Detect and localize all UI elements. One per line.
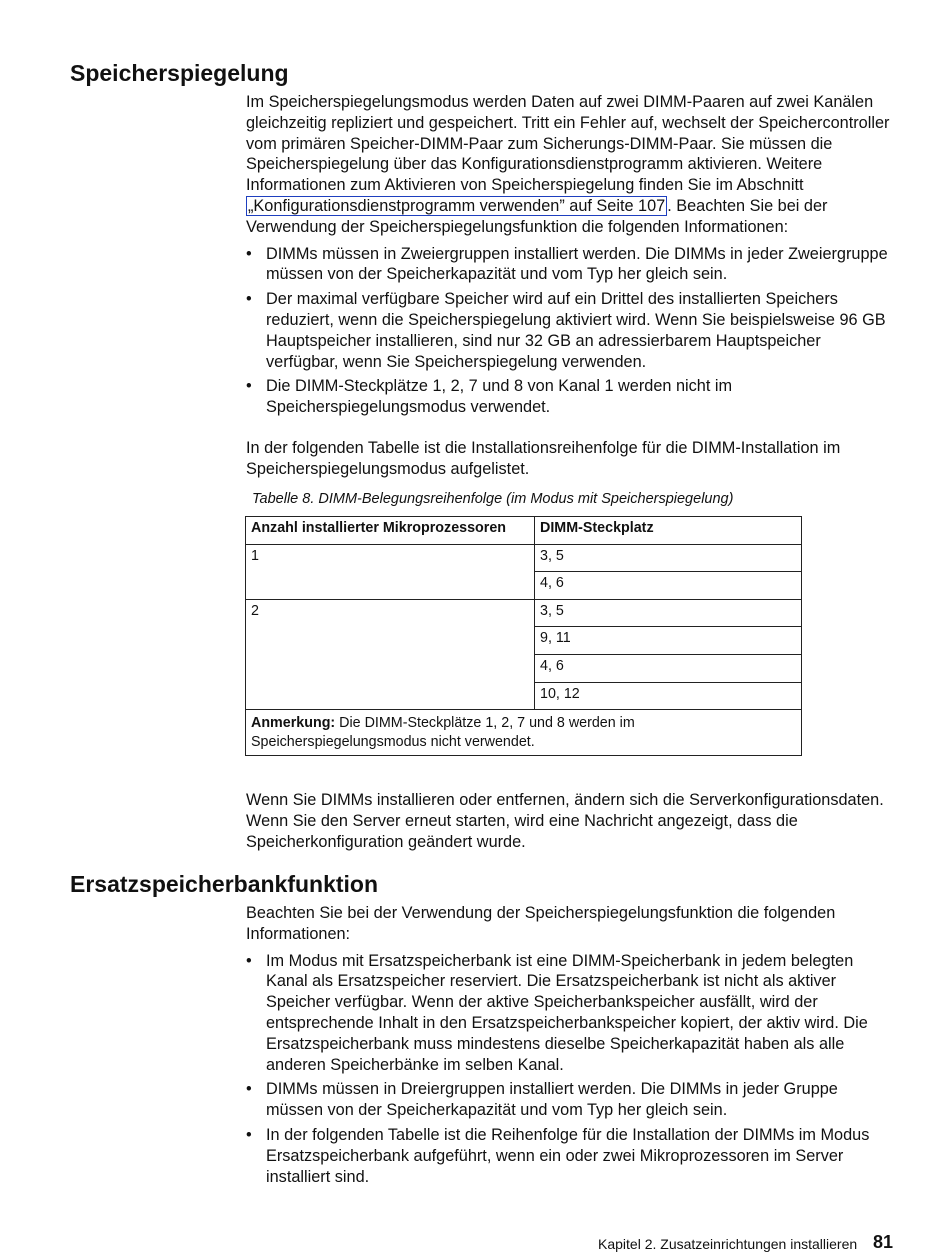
processor-count-cell: 2 [246, 599, 535, 709]
sparing-bullet-list [246, 951, 896, 1188]
footer-chapter: Kapitel 2. Zusatzeinrichtungen installieren [598, 1236, 858, 1252]
slot-cell: 4, 6 [535, 572, 802, 600]
section-title-ersatzspeicherbank: Ersatzspeicherbankfunktion [70, 871, 379, 897]
processor-count-cell: 1 [246, 544, 535, 599]
list-item: • Der maximal verfügbare Speicher wird auf ein Drittel des installierten Speichers reduziert, wenn die Speicherspiegelung aktiviert wird. Wenn Sie beispielsweise 96 GB Hauptspeicher installieren, sind nur 32 GB an adressierbarem Hauptspeicher verfügbar, wenn Sie Speicherspiegelung verwenden. [246, 289, 896, 372]
table-row [246, 544, 802, 572]
note-label: Anmerkung: [251, 715, 336, 732]
table-header-row [246, 517, 802, 545]
section1-body [246, 92, 896, 422]
slot-cell: 4, 6 [535, 654, 802, 682]
section2-intro: Beachten Sie bei der Verwendung der Speicherspiegelungsfunktion die folgenden Informationen: [246, 904, 836, 943]
config-utility-link[interactable]: „Konfigurationsdienstprogramm verwenden” auf Seite 107 [248, 196, 666, 215]
slot-cell: 9, 11 [535, 627, 802, 655]
intro-text-end: . Beachten Sie bei der Verwendung der Speicherspiegelungsfunktion die folgenden Informationen: [246, 196, 828, 236]
section-title-speicherspiegelung: Speicherspiegelung [70, 60, 289, 86]
page-number: 81 [873, 1232, 894, 1252]
after-table-paragraph: Wenn Sie DIMMs installieren oder entfernen, ändern sich die Serverkonfigurationsdaten. Wenn Sie den Server erneut starten, wird eine Nachricht angezeigt, dass die Speicherkonfiguration geändert wurde. [246, 791, 884, 851]
slot-cell: 3, 5 [535, 599, 802, 627]
table-note-row [246, 710, 802, 756]
table-caption: Tabelle 8. DIMM-Belegungsreihenfolge (im Modus mit Speicherspiegelung) [252, 491, 734, 507]
table-note [246, 710, 802, 756]
mirroring-bullet-list [246, 244, 896, 418]
list-item: • DIMMs müssen in Dreiergruppen installiert werden. Die DIMMs in jeder Gruppe müssen von der Speicherkapazität und vom Typ her gleich sein. [246, 1079, 896, 1121]
table-intro: In der folgenden Tabelle ist die Installationsreihenfolge für die DIMM-Installation im Speicherspiegelungsmodus aufgelistet. [246, 439, 841, 478]
intro-text: Im Speicherspiegelungsmodus werden Daten auf zwei DIMM-Paaren auf zwei Kanälen gleichzeitig repliziert und gespeichert. Tritt ein Fehler auf, wechselt der Speichercontroller vom primären Speicher-DIMM-Paar zum Sicherungs-DIMM-Paar. Sie müssen die Speicherspiegelung über das Konfigurationsdienstprogramm aktivieren. Weitere Informationen zum Aktivieren von Speicherspiegelung finden Sie im Abschnitt [246, 93, 890, 195]
slot-cell: 10, 12 [535, 682, 802, 710]
note-text: Die DIMM-Steckplätze 1, 2, 7 und 8 werden im Speicherspiegelungsmodus nicht verwendet. [251, 715, 635, 751]
list-item: • DIMMs müssen in Zweiergruppen installiert werden. Die DIMMs in jeder Zweiergruppe müssen von der Speicherkapazität und vom Typ her gleich sein. [246, 244, 896, 286]
slot-cell: 3, 5 [535, 544, 802, 572]
col-header-slot: DIMM-Steckplatz [535, 517, 802, 545]
list-item: • Die DIMM-Steckplätze 1, 2, 7 und 8 von Kanal 1 werden nicht im Speicherspiegelungsmodus verwendet. [246, 376, 896, 418]
intro-paragraph [246, 92, 896, 238]
table-row [246, 599, 802, 627]
section2-body [246, 903, 896, 1191]
list-item: • In der folgenden Tabelle ist die Reihenfolge für die Installation der DIMMs im Modus Ersatzspeicherbank aufgeführt, wenn ein oder zwei Mikroprozessoren im Server installiert sind. [246, 1125, 896, 1187]
col-header-processors: Anzahl installierter Mikroprozessoren [246, 517, 535, 545]
list-item: • Im Modus mit Ersatzspeicherbank ist eine DIMM-Speicherbank in jedem belegten Kanal als Ersatzspeicher reserviert. Die Ersatzspeicherbank ist nicht als aktiver Speicher verfügbar. Wenn der aktive Speicherbankspeicher ausfällt, wird der entsprechende Inhalt in den Ersatzspeicherbankspeicher kopiert, der aktiv wird. Die Ersatzspeicherbank muss mindestens dieselbe Speicherkapazität haben als alle anderen Speicherbänke im selben Kanal. [246, 951, 896, 1076]
dimm-population-table [245, 516, 802, 756]
